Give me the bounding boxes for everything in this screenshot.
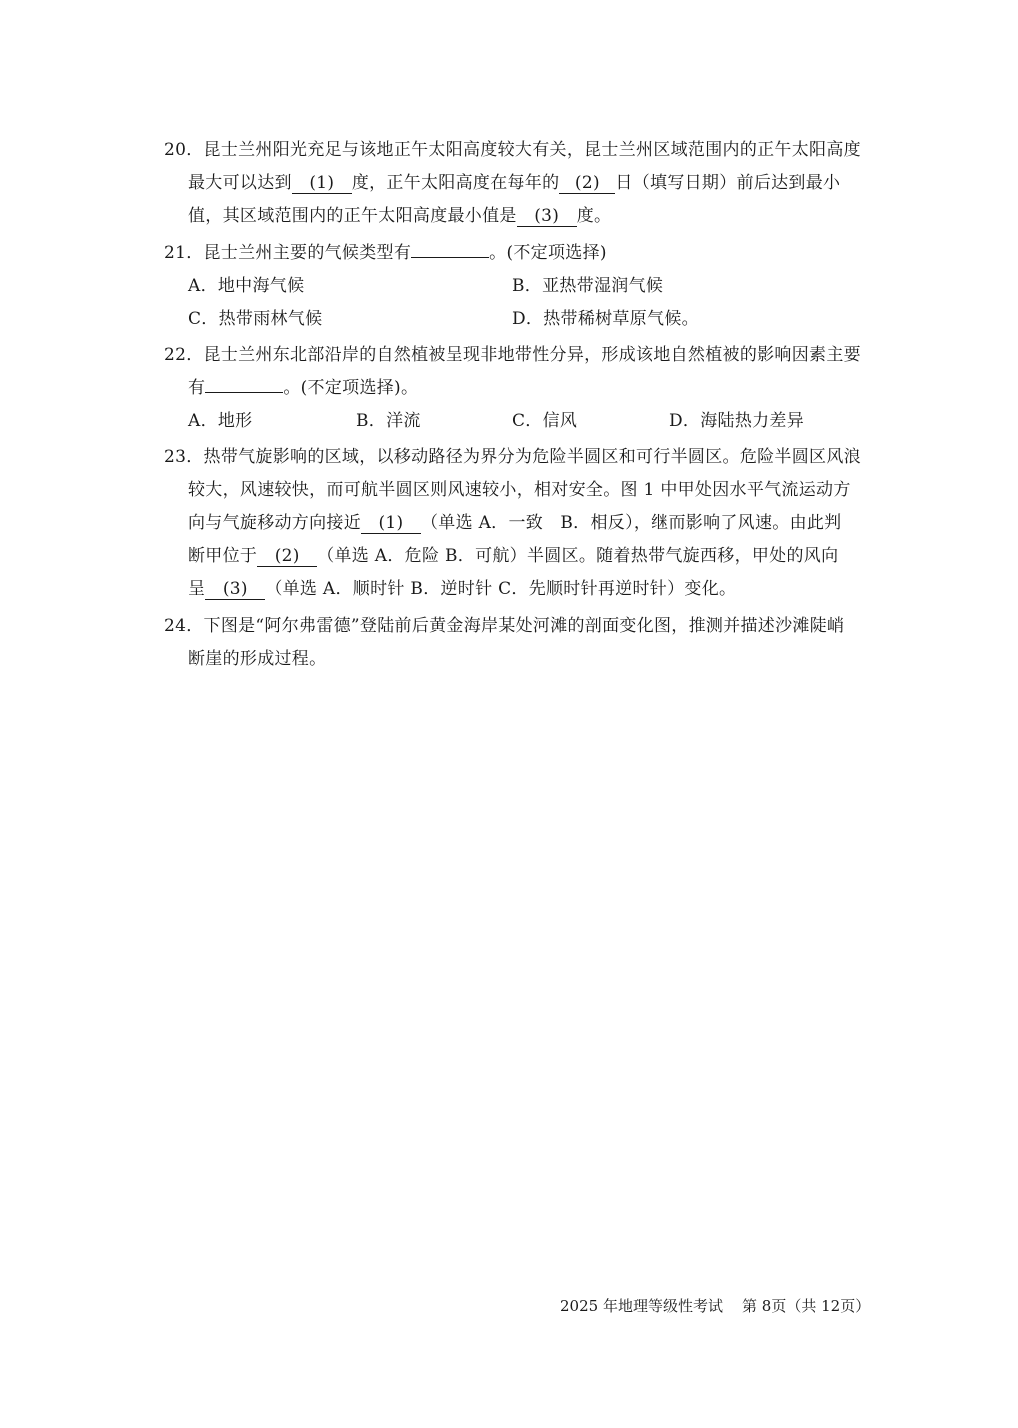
- q22-option-a[interactable]: A．地形: [188, 411, 253, 431]
- q22-answer-blank[interactable]: [205, 374, 283, 393]
- question-20: [164, 134, 864, 233]
- q23-text: 向与气旋移动方向接近: [188, 513, 361, 533]
- q21-answer-blank[interactable]: [411, 239, 489, 258]
- q20-blank-1[interactable]: (1): [292, 173, 352, 194]
- question-23: [164, 441, 864, 606]
- q23-text: 断甲位于: [188, 546, 258, 566]
- q23-line-5: [164, 573, 864, 606]
- question-21: [164, 237, 864, 336]
- q20-line-3: [164, 200, 864, 233]
- q20-blank-3[interactable]: (3): [517, 206, 577, 227]
- q23-line-4: [164, 540, 864, 573]
- question-22: [164, 339, 864, 438]
- q22-line-1: 22．昆士兰州东北部沿岸的自然植被呈现非地带性分异，形成该地自然植被的影响因素主要: [164, 345, 861, 365]
- q20-text: 日（填写日期）前后达到最小: [615, 173, 841, 193]
- q23-line-3: [164, 507, 864, 540]
- q20-text: 度，正午太阳高度在每年的: [351, 173, 560, 193]
- q20-text: 度。: [576, 206, 612, 226]
- q21-text: 21．昆士兰州主要的气候类型有: [164, 243, 412, 263]
- q22-line-2: [164, 372, 864, 405]
- q23-blank-2[interactable]: (2): [257, 546, 317, 567]
- question-24: [164, 610, 864, 676]
- q21-option-b[interactable]: B．亚热带湿润气候: [512, 276, 664, 296]
- q21-text: 。(不定项选择): [489, 243, 607, 263]
- q22-option-b[interactable]: B．洋流: [356, 411, 421, 431]
- q21-stem: [164, 237, 864, 270]
- q21-option-c[interactable]: C．热带雨林气候: [188, 309, 323, 329]
- q23-text: （单选 A．一致 B．相反），继而影响了风速。由此判: [421, 513, 842, 533]
- q21-option-a[interactable]: A．地中海气候: [188, 276, 305, 296]
- q20-text: 值，其区域范围内的正午太阳高度最小值是: [188, 206, 517, 226]
- q21-option-d[interactable]: D．热带稀树草原气候。: [512, 309, 699, 329]
- q24-line-1: 24．下图是“阿尔弗雷德”登陆前后黄金海岸某处河滩的剖面变化图，推测并描述沙滩陡峭: [164, 616, 845, 636]
- page-footer: [560, 1295, 870, 1316]
- q22-option-c[interactable]: C．信风: [512, 411, 578, 431]
- q23-line-2: 较大，风速较快，而可航半圆区则风速较小，相对安全。图 1 中甲处因水平气流运动方: [188, 480, 851, 500]
- q23-text: 呈: [188, 579, 206, 599]
- q22-text: 有: [188, 378, 206, 398]
- q24-line-2: 断崖的形成过程。: [188, 649, 327, 669]
- footer-page-number: 第 8页（共 12页）: [742, 1297, 871, 1315]
- footer-exam-title: 2025 年地理等级性考试: [560, 1297, 723, 1315]
- q22-option-d[interactable]: D．海陆热力差异: [669, 411, 805, 431]
- q23-blank-1[interactable]: (1): [361, 513, 421, 534]
- q22-options-row: [164, 405, 864, 438]
- q23-text: （单选 A．危险 B．可航）半圆区。随着热带气旋西移，甲处的风向: [317, 546, 839, 566]
- q23-text: （单选 A．顺时针 B．逆时针 C．先顺时针再逆时针）变化。: [265, 579, 737, 599]
- q20-line-1: 20．昆士兰州阳光充足与该地正午太阳高度较大有关，昆士兰州区域范围内的正午太阳高度: [164, 140, 861, 160]
- q21-options-row-1: [164, 270, 864, 303]
- q20-blank-2[interactable]: (2): [559, 173, 615, 194]
- q20-text: 最大可以达到: [188, 173, 292, 193]
- q22-text: 。(不定项选择)。: [283, 378, 419, 398]
- q23-line-1: 23．热带气旋影响的区域，以移动路径为界分为危险半圆区和可行半圆区。危险半圆区风浪: [164, 447, 861, 467]
- q21-options-row-2: [164, 303, 864, 336]
- q20-line-2: [164, 167, 864, 200]
- q23-blank-3[interactable]: (3): [205, 579, 265, 600]
